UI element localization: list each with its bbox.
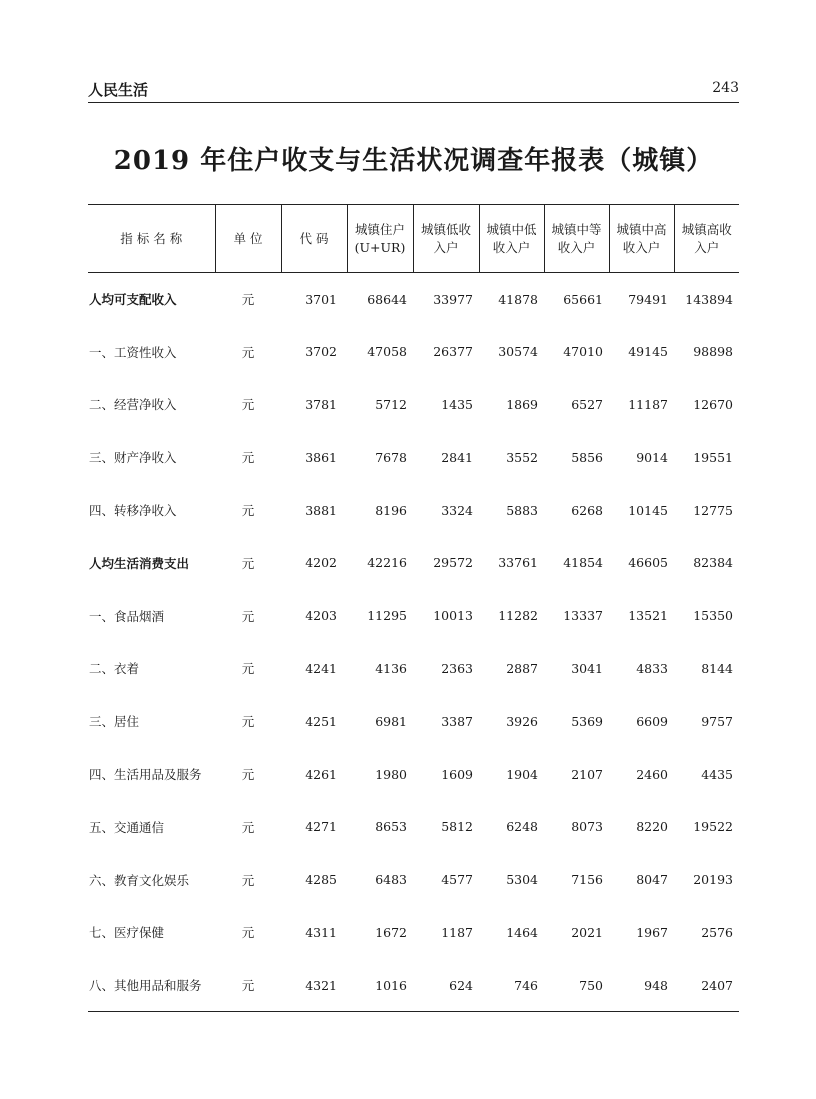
row-value: 6248 (506, 819, 538, 835)
row-value: 26377 (433, 344, 473, 360)
row-value: 1187 (441, 924, 473, 940)
row-value: 9757 (701, 713, 733, 729)
row-label: 五、交通通信 (89, 819, 165, 835)
page-number: 243 (712, 80, 739, 96)
row-value: 49145 (628, 344, 668, 360)
table-row (88, 273, 739, 326)
row-value: 5812 (441, 819, 473, 835)
table-row (88, 906, 739, 959)
row-value: 4577 (441, 872, 473, 888)
row-code: 4203 (305, 608, 337, 624)
row-label: 四、生活用品及服务 (89, 767, 202, 783)
row-code: 4285 (305, 872, 337, 888)
row-value: 3041 (571, 660, 603, 676)
row-code: 4251 (305, 713, 337, 729)
row-value: 11295 (367, 608, 407, 624)
row-value: 8220 (636, 819, 668, 835)
row-code: 4321 (281, 959, 347, 1012)
row-value: 19551 (693, 449, 733, 465)
row-code: 4241 (305, 660, 337, 676)
row-unit: 元 (241, 714, 255, 730)
row-unit: 元 (241, 555, 255, 571)
row-label: 二、衣着 (89, 661, 140, 677)
row-label: 一、工资性收入 (89, 344, 177, 360)
row-value: 8047 (636, 872, 668, 888)
row-code: 3702 (305, 344, 337, 360)
row-value: 4833 (636, 660, 668, 676)
row-unit: 元 (241, 872, 255, 888)
row-value: 30574 (498, 344, 538, 360)
row-unit: 元 (241, 925, 255, 941)
row-value: 29572 (433, 555, 473, 571)
row-value: 12775 (693, 502, 733, 518)
row-value: 5304 (506, 872, 538, 888)
row-value: 1672 (375, 924, 407, 940)
row-value: 1016 (347, 959, 413, 1012)
table-row (88, 484, 739, 537)
col-header-code: 代 码 (281, 205, 347, 273)
row-value: 2407 (674, 959, 739, 1012)
row-value: 5883 (506, 502, 538, 518)
row-value: 33761 (498, 555, 538, 571)
table-row (88, 959, 739, 1012)
row-value: 750 (544, 959, 609, 1012)
row-value: 1869 (506, 396, 538, 412)
row-value: 3552 (506, 449, 538, 465)
row-value: 8196 (375, 502, 407, 518)
row-value: 1904 (506, 766, 538, 782)
row-value: 2841 (441, 449, 473, 465)
row-unit: 元 (241, 819, 255, 835)
col-header-high-income: 城镇高收 入户 (674, 205, 739, 273)
row-label: 六、教育文化娱乐 (89, 872, 190, 888)
table-row (88, 695, 739, 748)
row-value: 42216 (367, 555, 407, 571)
row-value: 7678 (375, 449, 407, 465)
table-row (88, 536, 739, 589)
table-row (88, 589, 739, 642)
row-value: 1980 (375, 766, 407, 782)
page-title: 2019 年住户收支与生活状况调查年报表（城镇） (113, 146, 714, 176)
row-value: 3324 (441, 502, 473, 518)
table-row (88, 642, 739, 695)
row-value: 9014 (636, 449, 668, 465)
row-value: 2887 (506, 660, 538, 676)
table-row (88, 325, 739, 378)
row-unit: 元 (241, 661, 255, 677)
col-header-middle-income: 城镇中等 收入户 (544, 205, 609, 273)
row-value: 143894 (685, 291, 733, 307)
row-value: 11282 (498, 608, 538, 624)
row-value: 5856 (571, 449, 603, 465)
row-code: 4311 (305, 924, 337, 940)
row-value: 19522 (693, 819, 733, 835)
table-row (88, 748, 739, 801)
row-unit: 元 (241, 292, 255, 308)
row-label: 三、居住 (89, 714, 140, 730)
table-row (88, 800, 739, 853)
row-label: 七、医疗保健 (89, 925, 165, 941)
row-value: 79491 (628, 291, 668, 307)
row-value: 47058 (367, 344, 407, 360)
row-code: 4261 (305, 766, 337, 782)
row-value: 10145 (628, 502, 668, 518)
row-value: 15350 (693, 608, 733, 624)
row-label: 八、其他用品和服务 (88, 959, 215, 1012)
row-value: 6609 (636, 713, 668, 729)
row-value: 11187 (628, 396, 668, 412)
row-value: 746 (479, 959, 544, 1012)
row-value: 6483 (375, 872, 407, 888)
running-header (88, 78, 739, 103)
row-value: 68644 (367, 291, 407, 307)
row-value: 6981 (375, 713, 407, 729)
row-value: 8144 (701, 660, 733, 676)
row-value: 47010 (563, 344, 603, 360)
row-code: 3861 (305, 449, 337, 465)
row-value: 46605 (628, 555, 668, 571)
row-value: 6527 (571, 396, 603, 412)
row-value: 3926 (506, 713, 538, 729)
row-label: 人均生活消费支出 (89, 555, 190, 571)
row-code: 3701 (305, 291, 337, 307)
row-unit: 元 (241, 503, 255, 519)
row-value: 1967 (636, 924, 668, 940)
row-label: 人均可支配收入 (89, 292, 177, 308)
row-value: 2363 (441, 660, 473, 676)
row-label: 二、经营净收入 (89, 397, 177, 413)
row-value: 3387 (441, 713, 473, 729)
row-code: 4271 (305, 819, 337, 835)
row-code: 3881 (305, 502, 337, 518)
row-unit: 元 (241, 397, 255, 413)
col-header-lower-middle-income: 城镇中低 收入户 (479, 205, 544, 273)
row-value: 82384 (693, 555, 733, 571)
row-value: 10013 (433, 608, 473, 624)
row-value: 2460 (636, 766, 668, 782)
row-label: 三、财产净收入 (89, 450, 177, 466)
table-row (88, 853, 739, 906)
row-value: 98898 (693, 344, 733, 360)
row-value: 2107 (571, 766, 603, 782)
row-unit: 元 (241, 608, 255, 624)
row-code: 3781 (305, 396, 337, 412)
row-unit: 元 (241, 450, 255, 466)
row-value: 4435 (701, 766, 733, 782)
row-value: 5369 (571, 713, 603, 729)
col-header-unit: 单 位 (215, 205, 281, 273)
row-unit: 元 (241, 344, 255, 360)
row-value: 65661 (563, 291, 603, 307)
row-value: 1464 (506, 924, 538, 940)
row-code: 4202 (305, 555, 337, 571)
row-unit: 元 (241, 767, 255, 783)
row-value: 6268 (571, 502, 603, 518)
row-value: 12670 (693, 396, 733, 412)
row-value: 948 (609, 959, 674, 1012)
table-row (88, 378, 739, 431)
row-value: 5712 (375, 396, 407, 412)
row-value: 2021 (571, 924, 603, 940)
col-header-low-income: 城镇低收 入户 (413, 205, 479, 273)
row-value: 20193 (693, 872, 733, 888)
row-value: 41878 (498, 291, 538, 307)
row-label: 四、转移净收入 (89, 503, 177, 519)
header-row (88, 205, 739, 273)
col-header-name: 指 标 名 称 (88, 205, 215, 273)
row-unit: 元 (215, 959, 281, 1012)
row-value: 8653 (375, 819, 407, 835)
row-value: 41854 (563, 555, 603, 571)
col-header-urban-households: 城镇住户 (U+UR) (347, 205, 413, 273)
row-value: 624 (413, 959, 479, 1012)
row-value: 4136 (375, 660, 407, 676)
col-header-upper-middle-income: 城镇中高 收入户 (609, 205, 674, 273)
row-value: 8073 (571, 819, 603, 835)
row-value: 13337 (563, 608, 603, 624)
row-value: 1609 (441, 766, 473, 782)
section-name: 人民生活 (88, 81, 149, 99)
row-value: 2576 (701, 924, 733, 940)
row-label: 一、食品烟酒 (89, 608, 165, 624)
row-value: 7156 (571, 872, 603, 888)
table-row (88, 431, 739, 484)
row-value: 13521 (628, 608, 668, 624)
row-value: 1435 (441, 396, 473, 412)
survey-table (88, 204, 739, 1012)
row-value: 33977 (433, 291, 473, 307)
